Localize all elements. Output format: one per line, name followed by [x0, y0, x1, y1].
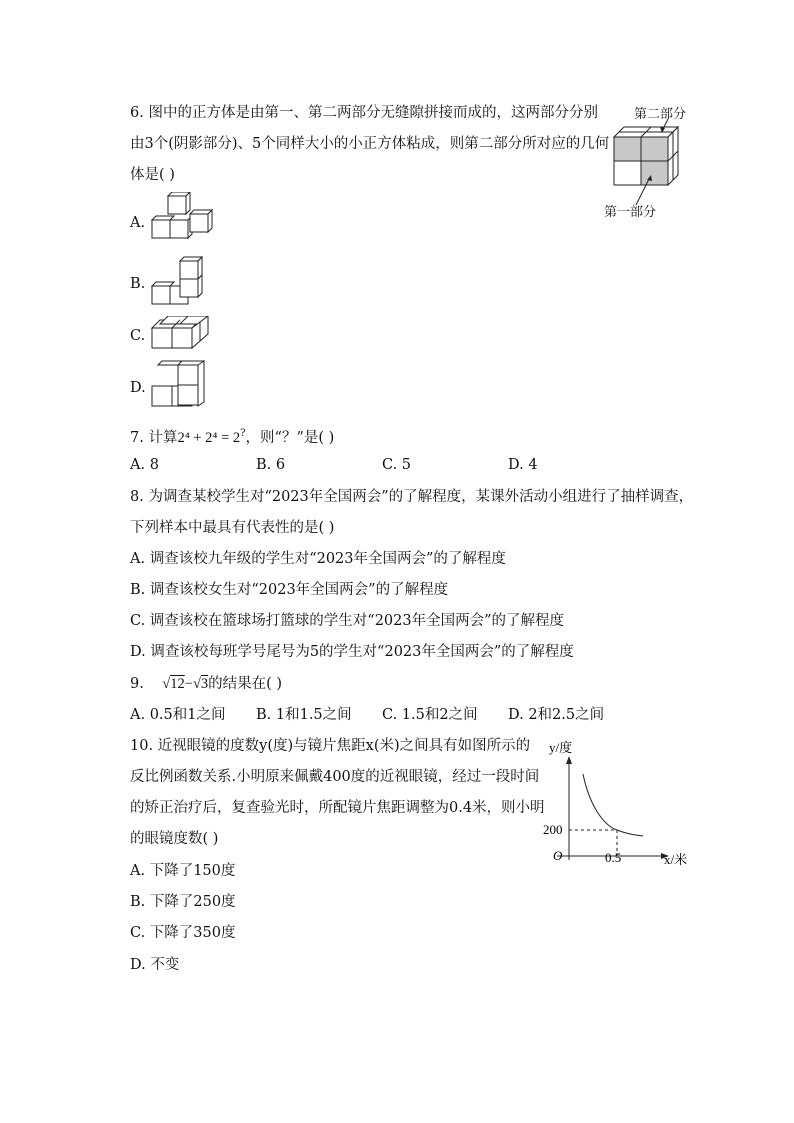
q10-inverse-graph: [535, 738, 695, 873]
q6-option-b-figure: [150, 256, 212, 308]
q9-radicand-3: 3: [200, 676, 209, 692]
q8-stem-line1: 8. 为调查某校学生对“2023年全国两会”的了解程度，某课外活动小组进行了抽样调查，: [130, 489, 694, 505]
origin-label: O: [553, 848, 563, 863]
q7-option-c: C. 5: [382, 457, 412, 473]
q6-fig-label-part1: 第一部分: [604, 205, 657, 220]
q6-option-a-figure: [150, 192, 216, 244]
q8-option-b: B. 调查该校女生对“2023年全国两会”的了解程度: [130, 582, 449, 598]
q10-stem-line3: 的矫正治疗后，复查验光时，所配镜片焦距调整为0.4米，则小明: [130, 800, 545, 816]
q9-radicand-12: 12: [170, 676, 185, 692]
x-axis-label: x/米: [664, 852, 688, 867]
q6-option-c-figure: [150, 316, 214, 352]
q7-stem: [130, 424, 334, 448]
q6-stem-line3: 体是( ): [130, 167, 175, 183]
q7-option-d: D. 4: [508, 457, 538, 473]
inverse-curve: [583, 774, 643, 836]
q6-option-b-label: B.: [130, 276, 146, 292]
q7-option-a: A. 8: [130, 457, 159, 473]
q10-stem-line4: 的眼镜度数( ): [130, 831, 219, 847]
q7-stem-prefix: 7. 计算: [130, 429, 178, 446]
y-axis-label: y/度: [549, 740, 573, 755]
q6-option-d-label: D.: [130, 380, 146, 396]
q7-stem-suffix: ，则“？”是( ): [245, 429, 335, 446]
q9-suffix: 的结果在( ): [208, 676, 283, 692]
q9-prefix: 9.: [130, 676, 144, 692]
q6-option-d-figure: [150, 360, 210, 412]
q6-fig-label-part2: 第二部分: [634, 107, 687, 122]
q6-stem-line2: 由3个(阴影部分)、5个同样大小的小正方体粘成，则第二部分所对应的几何: [130, 136, 610, 152]
q8-option-a: A. 调查该校九年级的学生对“2023年全国两会”的了解程度: [130, 551, 506, 567]
q9-stem: 9. √12−√3的结果在( ): [130, 676, 283, 692]
q8-option-d: D. 调查该校每班学号尾号为5的学生对“2023年全国两会”的了解程度: [130, 644, 574, 660]
q8-stem-line2: 下列样本中最具有代表性的是( ): [130, 520, 335, 536]
q9-option-a: A. 0.5和1之间: [130, 707, 226, 723]
q9-sqrt12: √12: [162, 676, 185, 692]
q9-option-b: B. 1和1.5之间: [256, 707, 352, 723]
q6-option-a-label: A.: [130, 215, 146, 231]
q8-option-c: C. 调查该校在篮球场打篮球的学生对“2023年全国两会”的了解程度: [130, 613, 565, 629]
q7-option-b: B. 6: [256, 457, 286, 473]
q10-stem-line2: 反比例函数关系.小明原来佩戴400度的近视眼镜，经过一段时间: [130, 769, 540, 785]
q10-option-d: D. 不变: [130, 957, 180, 973]
y-tick-200: 200: [543, 822, 563, 837]
q9-sqrt3: √3: [192, 676, 209, 692]
q10-option-b: B. 下降了250度: [130, 894, 236, 910]
q6-stem-line1: 6. 图中的正方体是由第一、第二两部分无缝隙拼接而成的，这两部分分别: [130, 105, 598, 121]
q10-option-a: A. 下降了150度: [130, 863, 236, 879]
q9-option-c: C. 1.5和2之间: [382, 707, 478, 723]
q10-stem-line1: 10. 近视眼镜的度数y(度)与镜片焦距x(米)之间具有如图所示的: [130, 738, 531, 754]
q10-option-c: C. 下降了350度: [130, 925, 236, 941]
q7-formula-sup: ?: [240, 428, 246, 439]
x-tick-05: 0.5: [605, 850, 622, 865]
q6-option-c-label: C.: [130, 328, 146, 344]
q9-option-d: D. 2和2.5之间: [508, 707, 605, 723]
q7-formula: 2⁴ + 2⁴ = 2: [177, 429, 241, 446]
